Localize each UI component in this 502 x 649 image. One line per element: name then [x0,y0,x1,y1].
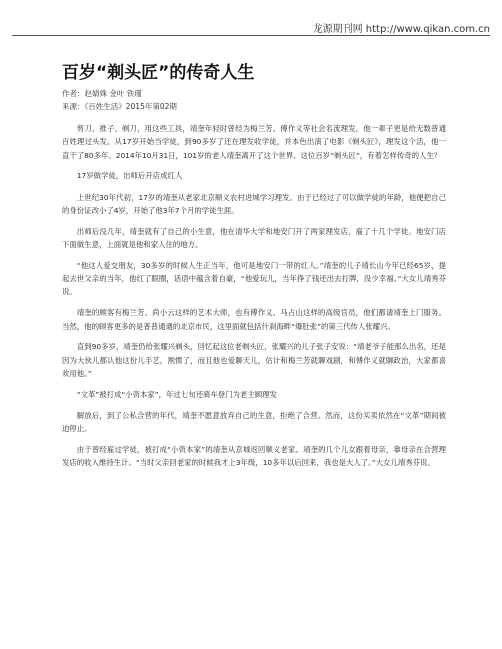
section-heading-cultural-revolution: “文革”被打成“小资本家”，年过七旬还骑车登门为老主顾理发 [76,389,277,399]
paragraph: 由于曾经雇过学徒，被打成“小资本家”的靖奎从京城返回顺义老家。靖奎的几个儿女跟着母亲，靠母亲在合营理发店的收入维持生计。“当时父亲回老家的时候我才上3年级，10多年以后回来，我也是大人了。”大女儿靖秀芬说。 [62,445,446,468]
paragraph: 解放后，到了公私合营的年代，靖奎不愿意放弃自己的生意，拒绝了合营。然而，这份买卖依然在“文革”期间被迫停止。 [62,411,446,434]
paragraph: “他这人爱交朋友，30多岁的时候人生正当年，他可是地安门一带的红人。”靖奎的儿子靖长山今年已经65岁，提起去世父亲的当年，他红了眼圈，话语中蕴含着自豪，“他爱玩儿，当年挣了钱还出去打牌，没少幸福。”大女儿靖秀芬说。 [62,260,446,297]
article-source: 来源：《百姓生活》2015年第02期 [62,102,177,111]
article-title: 百岁“剃头匠”的传奇人生 [62,63,255,83]
article-body [62,122,446,477]
paragraph: 上世纪30年代初，17岁的靖奎从老家北京顺义农村进城学习理发。由于已经过了可以做学徒的年龄，他便把自己的身份证改小了4岁，开始了他3年7个月的学徒生涯。 [62,192,446,215]
header-divider [12,35,490,36]
paragraph: 出师后没几年，靖奎就有了自己的小生意，他在清华大学和地安门开了两家理发店，雇了十几个学徒。地安门店下面做生意，上面就是他和家人住的地方。 [62,226,446,250]
article-authors: 作者：赵婧姝 金叶 铁瑾 [62,89,142,98]
paragraph-intro: 剪刀、推子、剃刀，用这些工具，靖奎年轻时曾经为梅兰芳、傅作义等社会名流理发，他一辈子更是给无数普通百姓理过头发。从17岁开始当学徒，到90多岁了还在理发收学徒，并本色出演了电影《剃头匠》，理发这个活，他一直干了80多年。2014年10月31日，101岁的老人靖奎离开了这个世界。这位百岁“剃头匠”，有着怎样传奇的人生？ [62,124,446,160]
paragraph: 靖奎的顾客有梅兰芳、尚小云这样的艺术大师，也有傅作义、马占山这样的高级官员，他们都请靖奎上门服务。当然，他的顾客更多的是普普通通的北京市民，这里面就包括什刹海畔“爆肚张”的第三代传人张耀兴。 [62,308,446,331]
journal-site-header: 龙源期刊网 http://www.qikan.com.cn [312,24,490,35]
section-heading-apprentice: 17岁做学徒，出师后开店成红人 [76,171,183,181]
paragraph: 直到90多岁，靖奎仍给张耀兴剃头，回忆起这位老剃头匠，张耀兴的儿子张子安说：“靖老爷子能那么出名，还是因为大伙儿都认他这份儿手艺，割惯了，而且他也爱聊天儿，估计和梅兰芳就聊戏剧，和傅作义就聊政治，大家都喜欢用他。” [62,342,446,378]
